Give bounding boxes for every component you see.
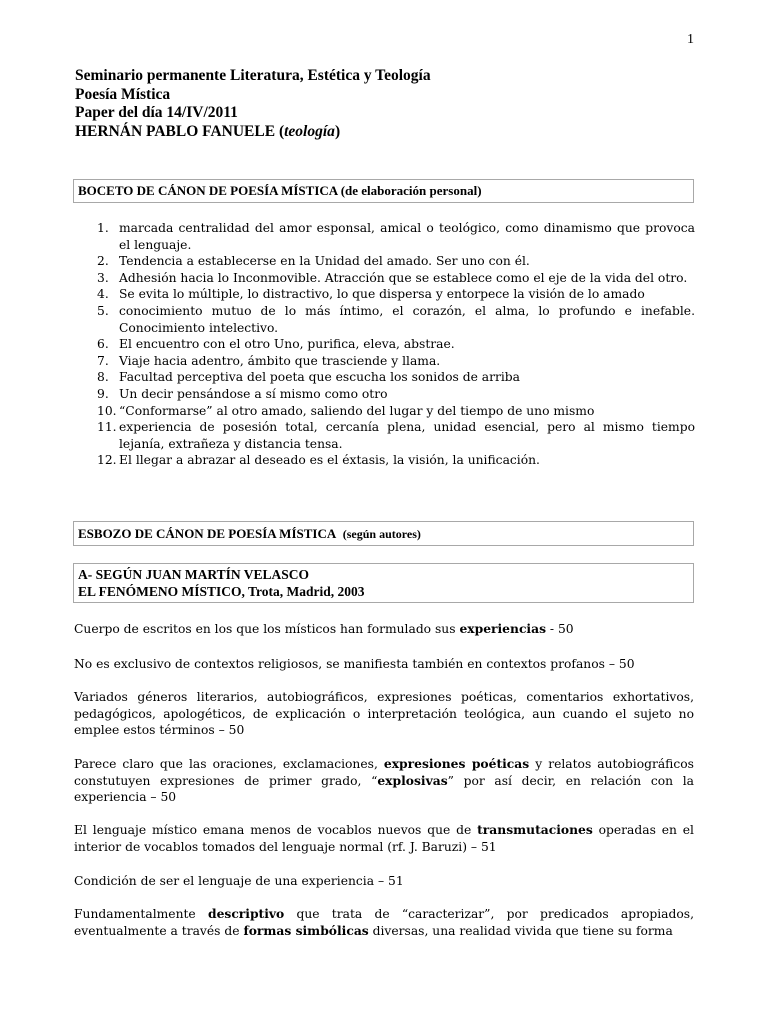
list-item xyxy=(97,336,695,353)
paragraph xyxy=(74,822,694,855)
paragraph-text: y relatos autobiográficos constutuyen expresiones de primer grado, “ xyxy=(74,757,694,788)
paragraph xyxy=(74,756,694,806)
list-text: Tendencia a establecerse en la Unidad del amado. Ser uno con él. xyxy=(119,254,530,269)
velasco-author: A- SEGÚN JUAN MARTÍN VELASCO xyxy=(78,567,310,582)
paper-date: Paper del día 14/IV/2011 xyxy=(75,104,238,121)
author-name: HERNÁN PABLO FANUELE ( xyxy=(75,122,285,140)
list-number: 2. xyxy=(97,254,109,269)
section-velasco-title xyxy=(73,563,694,603)
canon-list xyxy=(97,220,695,469)
list-number: 10. xyxy=(97,403,117,418)
course-title: Poesía Mística xyxy=(75,85,171,103)
list-item xyxy=(97,220,695,253)
list-number: 9. xyxy=(97,386,109,401)
paragraph-bold: explosivas xyxy=(377,772,448,788)
section-esbozo-sub: (según autores) xyxy=(342,527,421,541)
paragraph-text: ” por así decir, en relación con la experiencia – 50 xyxy=(74,773,694,805)
paragraph-bold: transmutaciones xyxy=(477,822,593,837)
list-number: 6. xyxy=(97,337,109,352)
paragraph-text: que trata de “caracterizar”, por predicados apropiados, eventualmente a través de xyxy=(74,907,694,938)
paragraph: Variados géneros literarios, autobiográficos, expresiones poéticas, comentarios exhortativos, pedagógicos, apologéticos, de explicación o interpretación teológica, aun cuando el sujeto no emplee estos términos – 50 xyxy=(74,690,694,738)
paragraph xyxy=(74,621,694,638)
list-text: Facultad perceptiva del poeta que escucha los sonidos de arriba xyxy=(119,370,520,385)
paragraph-text: operadas en el interior de vocablos tomados del lenguaje normal (rf. J. Baruzi) – 51 xyxy=(74,823,694,854)
paragraph-text: Cuerpo de escritos en los que los místicos han formulado sus xyxy=(74,622,460,636)
paragraph-text: - 50 xyxy=(546,622,574,636)
list-text: conocimiento mutuo de lo más íntimo, el corazón, el alma, lo profundo e inefable. Conocimiento intelectivo. xyxy=(119,303,695,335)
author-line xyxy=(75,123,431,142)
list-number: 7. xyxy=(97,353,109,368)
list-number: 8. xyxy=(97,370,109,385)
list-text: marcada centralidad del amor esponsal, amical o teológico, como dinamismo que provoca el lenguaje. xyxy=(119,221,695,252)
seminar-title: Seminario permanente Literatura, Estética y Teología xyxy=(75,67,431,84)
paragraph-bold: descriptivo xyxy=(207,906,285,921)
list-number: 5. xyxy=(97,303,109,318)
list-item xyxy=(97,386,695,403)
list-item xyxy=(97,353,695,370)
list-number: 11. xyxy=(97,420,117,435)
list-item xyxy=(97,286,695,303)
list-text: El encuentro con el otro Uno, purifica, eleva, abstrae. xyxy=(119,337,455,352)
list-text: Viaje hacia adentro, ámbito que trasciende y llama. xyxy=(119,353,441,368)
document-header xyxy=(75,67,431,141)
list-item xyxy=(97,419,695,452)
list-number: 3. xyxy=(97,270,109,285)
list-text: Adhesión hacia lo Inconmovible. Atracción que se establece como el eje de la vida del otro. xyxy=(119,270,688,285)
paragraph-text: El lenguaje místico emana menos de vocablos nuevos que de xyxy=(74,823,478,837)
section-boceto-title: BOCETO DE CÁNON DE POESÍA MÍSTICA (de elaboración personal) xyxy=(73,179,694,203)
list-text: experiencia de posesión total, cercanía plena, unidad esencial, pero al mismo tiempo lejanía, extrañeza y distancia tensa. xyxy=(119,420,695,451)
paragraph-bold: formas simbólicas xyxy=(243,922,369,938)
paragraph xyxy=(74,906,694,939)
velasco-book: EL FENÓMENO MÍSTICO, Trota, Madrid, 2003 xyxy=(78,583,365,599)
paragraph: Condición de ser el lenguaje de una experiencia – 51 xyxy=(74,874,404,888)
paragraph-text: Fundamentalmente xyxy=(74,907,208,921)
paragraph: No es exclusivo de contextos religiosos, se manifiesta también en contextos profanos – 50 xyxy=(74,657,635,671)
list-text: “Conformarse” al otro amado, saliendo del lugar y del tiempo de uno mismo xyxy=(119,403,595,418)
list-item xyxy=(97,452,695,469)
paragraph-bold: expresiones poéticas xyxy=(383,756,530,771)
paragraph-text: Parece claro que las oraciones, exclamaciones, xyxy=(74,757,384,771)
list-text: El llegar a abrazar al deseado es el éxtasis, la visión, la unificación. xyxy=(119,453,540,468)
list-item xyxy=(97,303,695,336)
list-text: Un decir pensándose a sí mismo como otro xyxy=(119,386,388,401)
list-item xyxy=(97,270,695,287)
author-close: ) xyxy=(334,122,341,140)
list-item xyxy=(97,403,695,420)
section-esbozo-title xyxy=(73,521,694,546)
author-role: teología xyxy=(284,122,335,140)
list-item xyxy=(97,369,695,386)
paragraph-bold: experiencias xyxy=(459,621,546,636)
list-number: 12. xyxy=(97,453,117,468)
list-item xyxy=(97,253,695,270)
section-esbozo-main: ESBOZO DE CÁNON DE POESÍA MÍSTICA xyxy=(78,526,337,541)
list-number: 4. xyxy=(97,287,109,302)
page-number: 1 xyxy=(687,32,694,47)
paragraph-text: diversas, una realidad vivida que tiene su forma xyxy=(368,923,673,938)
list-number: 1. xyxy=(97,221,109,235)
list-text: Se evita lo múltiple, lo distractivo, lo que dispersa y entorpece la visión de lo amado xyxy=(119,287,645,302)
